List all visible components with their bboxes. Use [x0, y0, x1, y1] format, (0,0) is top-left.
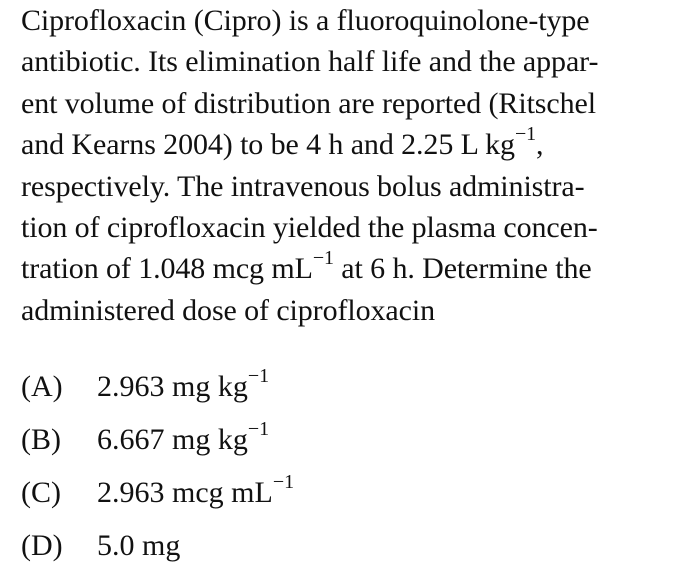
- option-a[interactable]: [21, 360, 661, 413]
- question-line-5: respectively. The intravenous bolus administra-: [21, 169, 585, 203]
- option-text: [97, 466, 294, 519]
- question-line-7-suffix: at 6 h. Determine the: [333, 252, 592, 286]
- question-line-4: [21, 124, 667, 165]
- answer-options: [21, 360, 661, 572]
- option-c-value: 2.963 mcg mL: [97, 476, 273, 509]
- question-line-4-text: and Kearns 2004) to be 4 h and 2.25 L kg: [21, 128, 515, 162]
- question-line-1: Ciprofloxacin (Cipro) is a fluoroquinolone-type: [21, 4, 590, 37]
- option-letter: (C): [21, 476, 61, 509]
- option-text: [97, 519, 180, 572]
- option-letter: (D): [21, 529, 63, 562]
- question-text: [21, 0, 667, 331]
- question-line-2: antibiotic. Its elimination half life and the appar-: [21, 45, 599, 79]
- option-b-value: 6.667 mg kg: [97, 423, 248, 456]
- option-c[interactable]: [21, 466, 661, 519]
- option-text: [97, 413, 269, 466]
- question-line-4-suffix: ,: [536, 128, 544, 162]
- option-a-value: 2.963 mg kg: [97, 370, 248, 403]
- exponent: −1: [312, 247, 334, 270]
- option-d[interactable]: [21, 519, 661, 572]
- option-d-value: 5.0 mg: [97, 529, 181, 562]
- question-line-7: [21, 248, 667, 289]
- exponent: −1: [514, 123, 537, 146]
- option-letter: (B): [21, 423, 61, 456]
- question-line-8: administered dose of ciprofloxacin: [21, 293, 435, 327]
- exponent: −1: [247, 418, 270, 440]
- question-line-3: ent volume of distribution are reported (Ritschel: [21, 86, 596, 120]
- option-b[interactable]: [21, 413, 661, 466]
- option-letter: (A): [21, 370, 63, 403]
- question-line-6: tion of ciprofloxacin yielded the plasma concen-: [21, 211, 598, 245]
- question-line-7-text: tration of 1.048 mcg mL: [21, 252, 313, 286]
- exponent: −1: [247, 365, 270, 387]
- exponent: −1: [272, 471, 295, 493]
- option-text: [97, 360, 269, 413]
